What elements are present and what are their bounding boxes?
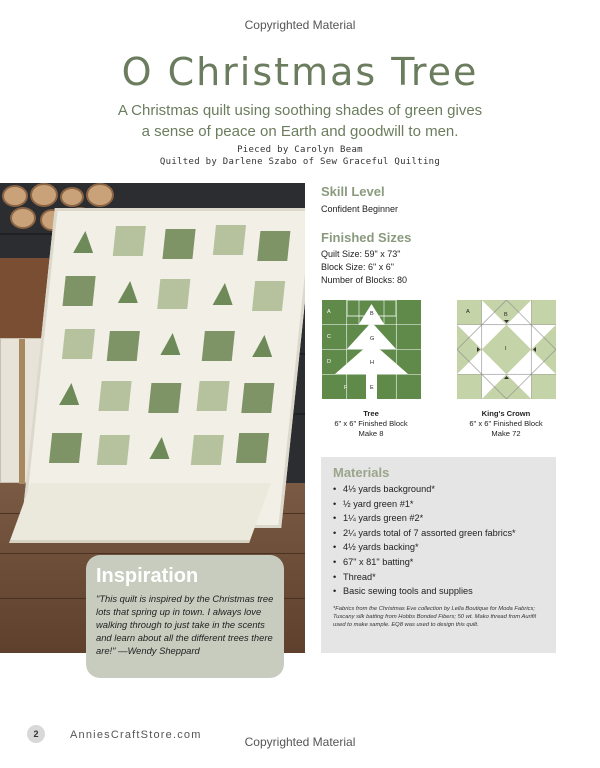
- tree-label-h: H: [370, 360, 374, 366]
- site-url[interactable]: AnniesCraftStore.com: [70, 729, 202, 741]
- tree-label-c: C: [327, 334, 331, 340]
- subtitle: [0, 100, 600, 142]
- materials-item: • 2¼ yards total of 7 assorted green fabrics*: [333, 526, 546, 541]
- materials-item: • 4⅓ yards background*: [333, 482, 546, 497]
- number-of-blocks: Number of Blocks: 80: [321, 275, 408, 285]
- materials-note: *Fabrics from the Christmas Eve collection by Lella Boutique for Moda Fabrics; Tuscany silk batting from Hobbs Bonded Fibers; 50 wt. Mako thread from Aurifil used to make sample. EQ8 was used to design this quilt.: [333, 605, 536, 628]
- materials-item: • 67" x 81" batting*: [333, 555, 546, 570]
- materials-item: • Thread*: [333, 570, 546, 585]
- quilt-illustration: [21, 208, 305, 528]
- inspiration-heading: Inspiration: [96, 565, 199, 587]
- materials-item: • Basic sewing tools and supplies: [333, 584, 546, 599]
- tree-label-a: A: [327, 309, 331, 315]
- crown-label-i: I: [505, 346, 507, 352]
- crown-make: Make 72: [491, 429, 521, 438]
- crown-caption: [441, 409, 571, 439]
- quilt-drape: [9, 483, 271, 543]
- page-title: O Christmas Tree: [121, 50, 479, 94]
- skill-level-value: Confident Beginner: [321, 204, 399, 214]
- tree-label-b: B: [370, 311, 374, 317]
- crown-size: 6" x 6" Finished Block: [469, 419, 543, 428]
- quilted-by: Quilted by Darlene Szabo of Sew Graceful Quilting: [159, 157, 441, 167]
- crown-label-b: B: [504, 312, 508, 318]
- tree-label-d: D: [327, 359, 331, 365]
- watermark-top: Copyrighted Material: [244, 18, 356, 32]
- finished-sizes: [321, 248, 407, 287]
- tree-label-e: E: [370, 385, 374, 391]
- tree-size: 6" x 6" Finished Block: [334, 419, 408, 428]
- materials-box: [321, 457, 556, 653]
- kings-crown-diagram: [457, 300, 556, 399]
- skill-level-heading: Skill Level: [321, 184, 385, 199]
- subtitle-line-1: A Christmas quilt using soothing shades of green gives: [117, 102, 483, 119]
- materials-item: • 1¼ yards green #2*: [333, 511, 546, 526]
- quilt-size: Quilt Size: 59" x 73": [321, 249, 401, 259]
- block-size: Block Size: 6" x 6": [321, 262, 394, 272]
- subtitle-line-2: a sense of peace on Earth and goodwill to men.: [141, 123, 459, 140]
- pieced-by: Pieced by Carolyn Beam: [237, 145, 363, 155]
- materials-item: • 4½ yards backing*: [333, 540, 546, 555]
- finished-sizes-heading: Finished Sizes: [321, 230, 412, 245]
- materials-item: • ½ yard green #1*: [333, 497, 546, 512]
- crown-name: King's Crown: [481, 409, 531, 418]
- tree-caption: [306, 409, 436, 439]
- materials-heading: Materials: [333, 465, 390, 480]
- page-number: 2: [27, 725, 45, 743]
- inspiration-box: [86, 555, 284, 678]
- tree-name: Tree: [363, 409, 379, 418]
- crown-label-a: A: [466, 309, 470, 315]
- watermark-bottom: Copyrighted Material: [244, 735, 356, 749]
- materials-list: [333, 482, 546, 599]
- tree-block-diagram: [322, 300, 421, 399]
- credits: [0, 144, 600, 168]
- tree-label-f: F: [344, 385, 348, 391]
- tree-make: Make 8: [358, 429, 384, 438]
- tree-label-g: G: [370, 336, 375, 342]
- inspiration-quote: "This quilt is inspired by the Christmas tree lots that spring up in town. I always love walking through to just take in the scents and learn about all the different trees there are!" —Wendy Sheppard: [96, 593, 274, 656]
